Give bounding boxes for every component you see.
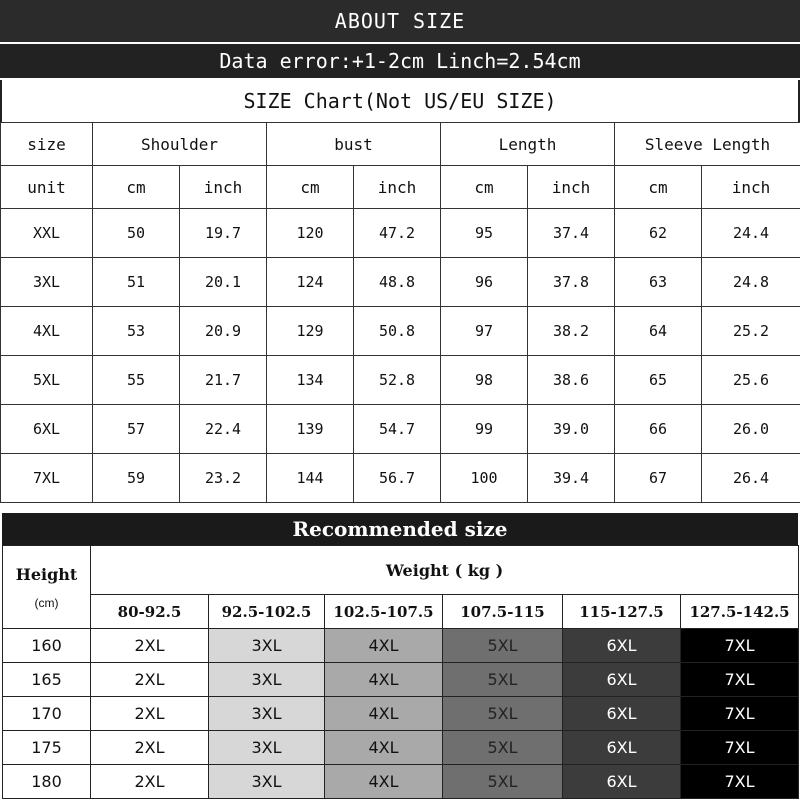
measurement-cell: 52.8 <box>354 356 441 405</box>
recommended-size-cell: 5XL <box>443 697 563 731</box>
unit-cell: cm <box>267 166 354 209</box>
size-cell: 6XL <box>1 405 93 454</box>
recommended-size-cell: 3XL <box>209 697 325 731</box>
measurement-cell: 22.4 <box>180 405 267 454</box>
recommended-size-cell: 6XL <box>563 663 681 697</box>
recommended-size-cell: 5XL <box>443 765 563 799</box>
size-cell: 4XL <box>1 307 93 356</box>
measurement-cell: 95 <box>441 209 528 258</box>
measurement-cell: 39.4 <box>528 454 615 503</box>
measurement-cell: 37.4 <box>528 209 615 258</box>
measurement-cell: 26.0 <box>702 405 800 454</box>
unit-label: unit <box>1 166 93 209</box>
size-row <box>1 307 800 356</box>
header-size: size <box>1 123 93 166</box>
measurement-cell: 66 <box>615 405 702 454</box>
measurement-cell: 55 <box>93 356 180 405</box>
recommended-size-cell: 2XL <box>91 765 209 799</box>
recommended-size-cell: 2XL <box>91 663 209 697</box>
unit-cell: inch <box>528 166 615 209</box>
weight-range-cell: 102.5-107.5 <box>325 595 443 629</box>
header-shoulder: Shoulder <box>93 123 267 166</box>
size-cell: XXL <box>1 209 93 258</box>
measurement-cell: 124 <box>267 258 354 307</box>
header-bust: bust <box>267 123 441 166</box>
measurement-cell: 63 <box>615 258 702 307</box>
recommended-size-cell: 3XL <box>209 663 325 697</box>
header-sleeve-length: Sleeve Length <box>615 123 800 166</box>
recommended-size-cell: 7XL <box>681 663 799 697</box>
height-cell: 180 <box>3 765 91 799</box>
measurement-cell: 97 <box>441 307 528 356</box>
weight-range-cell: 127.5-142.5 <box>681 595 799 629</box>
size-chart-table <box>0 122 800 503</box>
size-chart-header-row <box>1 123 800 166</box>
recommended-size-cell: 3XL <box>209 731 325 765</box>
weight-range-row <box>3 595 799 629</box>
recommended-size-cell: 3XL <box>209 629 325 663</box>
recommended-row <box>3 663 799 697</box>
size-row <box>1 258 800 307</box>
measurement-cell: 23.2 <box>180 454 267 503</box>
height-cell: 170 <box>3 697 91 731</box>
height-cell: 160 <box>3 629 91 663</box>
measurement-cell: 134 <box>267 356 354 405</box>
recommended-row <box>3 765 799 799</box>
measurement-cell: 48.8 <box>354 258 441 307</box>
size-row <box>1 454 800 503</box>
measurement-cell: 57 <box>93 405 180 454</box>
recommended-size-cell: 4XL <box>325 663 443 697</box>
recommended-size-cell: 6XL <box>563 697 681 731</box>
unit-cell: cm <box>441 166 528 209</box>
measurement-cell: 51 <box>93 258 180 307</box>
measurement-cell: 39.0 <box>528 405 615 454</box>
recommended-size-cell: 4XL <box>325 731 443 765</box>
measurement-cell: 50.8 <box>354 307 441 356</box>
measurement-cell: 25.2 <box>702 307 800 356</box>
recommended-size-cell: 4XL <box>325 697 443 731</box>
header-length: Length <box>441 123 615 166</box>
recommended-size-cell: 6XL <box>563 629 681 663</box>
size-cell: 7XL <box>1 454 93 503</box>
height-label: Height <box>15 564 78 584</box>
measurement-cell: 139 <box>267 405 354 454</box>
recommended-size-cell: 5XL <box>443 663 563 697</box>
recommended-size-cell: 2XL <box>91 697 209 731</box>
recommended-size-cell: 2XL <box>91 629 209 663</box>
measurement-cell: 100 <box>441 454 528 503</box>
measurement-cell: 24.4 <box>702 209 800 258</box>
recommended-row <box>3 731 799 765</box>
measurement-cell: 120 <box>267 209 354 258</box>
measurement-cell: 47.2 <box>354 209 441 258</box>
about-size-banner: ABOUT SIZE <box>0 0 800 42</box>
size-row <box>1 405 800 454</box>
recommended-size-title: Recommended size <box>2 513 798 545</box>
measurement-cell: 144 <box>267 454 354 503</box>
height-header <box>3 546 91 629</box>
recommended-header-row <box>3 546 799 595</box>
data-error-banner: Data error:+1-2cm Linch=2.54cm <box>0 42 800 78</box>
measurement-cell: 62 <box>615 209 702 258</box>
height-cell: 165 <box>3 663 91 697</box>
recommended-size-cell: 3XL <box>209 765 325 799</box>
measurement-cell: 129 <box>267 307 354 356</box>
measurement-cell: 50 <box>93 209 180 258</box>
recommended-size-table <box>2 545 799 799</box>
size-row <box>1 209 800 258</box>
weight-header: Weight ( kg ) <box>91 546 799 595</box>
recommended-size-cell: 7XL <box>681 731 799 765</box>
measurement-cell: 54.7 <box>354 405 441 454</box>
size-cell: 5XL <box>1 356 93 405</box>
weight-range-cell: 115-127.5 <box>563 595 681 629</box>
recommended-size-cell: 4XL <box>325 765 443 799</box>
measurement-cell: 64 <box>615 307 702 356</box>
size-cell: 3XL <box>1 258 93 307</box>
measurement-cell: 65 <box>615 356 702 405</box>
measurement-cell: 20.1 <box>180 258 267 307</box>
recommended-size-cell: 5XL <box>443 629 563 663</box>
measurement-cell: 53 <box>93 307 180 356</box>
recommended-size-cell: 7XL <box>681 629 799 663</box>
recommended-size-cell: 7XL <box>681 697 799 731</box>
measurement-cell: 26.4 <box>702 454 800 503</box>
measurement-cell: 96 <box>441 258 528 307</box>
measurement-cell: 98 <box>441 356 528 405</box>
height-cell: 175 <box>3 731 91 765</box>
measurement-cell: 24.8 <box>702 258 800 307</box>
measurement-cell: 99 <box>441 405 528 454</box>
measurement-cell: 67 <box>615 454 702 503</box>
measurement-cell: 37.8 <box>528 258 615 307</box>
measurement-cell: 38.6 <box>528 356 615 405</box>
measurement-cell: 19.7 <box>180 209 267 258</box>
height-unit: (cm) <box>34 595 59 610</box>
recommended-size-cell: 7XL <box>681 765 799 799</box>
size-row <box>1 356 800 405</box>
recommended-size-cell: 5XL <box>443 731 563 765</box>
measurement-cell: 59 <box>93 454 180 503</box>
size-chart-title: SIZE Chart(Not US/EU SIZE) <box>0 80 800 122</box>
measurement-cell: 56.7 <box>354 454 441 503</box>
measurement-cell: 25.6 <box>702 356 800 405</box>
recommended-size-cell: 2XL <box>91 731 209 765</box>
recommended-size-cell: 4XL <box>325 629 443 663</box>
recommended-size-cell: 6XL <box>563 765 681 799</box>
unit-cell: inch <box>180 166 267 209</box>
measurement-cell: 38.2 <box>528 307 615 356</box>
size-chart-unit-row <box>1 166 800 209</box>
unit-cell: inch <box>702 166 800 209</box>
recommended-row <box>3 697 799 731</box>
unit-cell: cm <box>93 166 180 209</box>
weight-range-cell: 92.5-102.5 <box>209 595 325 629</box>
weight-range-cell: 80-92.5 <box>91 595 209 629</box>
measurement-cell: 21.7 <box>180 356 267 405</box>
measurement-cell: 20.9 <box>180 307 267 356</box>
recommended-size-cell: 6XL <box>563 731 681 765</box>
unit-cell: cm <box>615 166 702 209</box>
weight-range-cell: 107.5-115 <box>443 595 563 629</box>
unit-cell: inch <box>354 166 441 209</box>
recommended-row <box>3 629 799 663</box>
